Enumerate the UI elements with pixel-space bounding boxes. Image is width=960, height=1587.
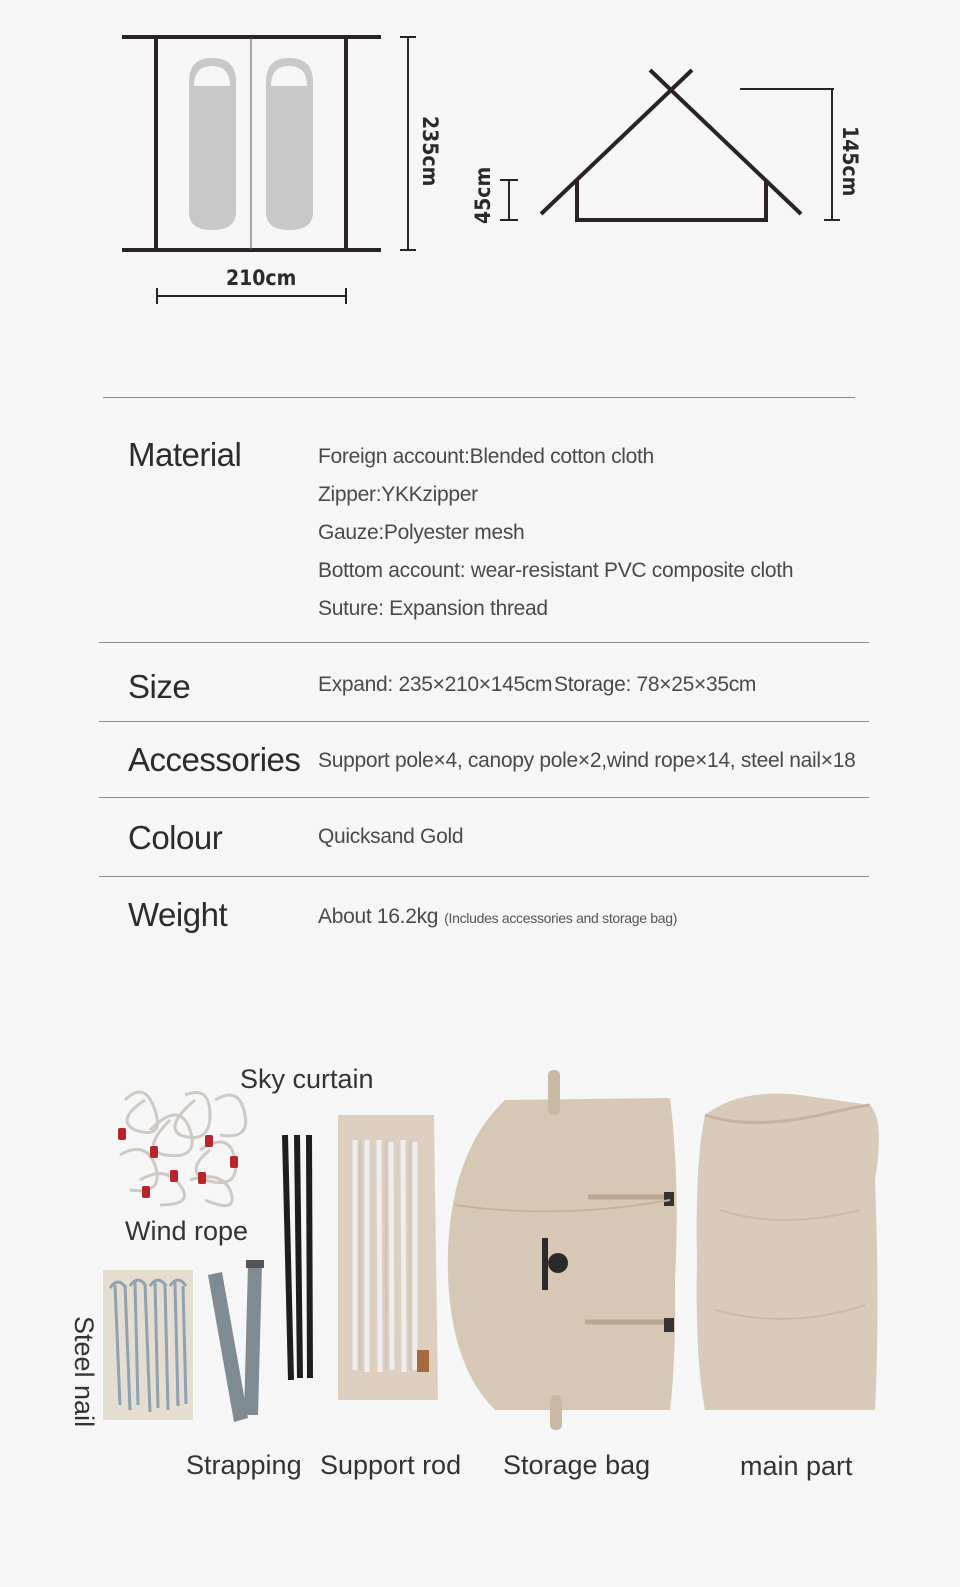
accessories-label: Accessories (128, 741, 301, 778)
wind-rope-caption: Wind rope (125, 1216, 249, 1246)
strapping-icon (208, 1260, 264, 1422)
weight-value: About 16.2kg (318, 905, 439, 928)
width-dimension-line (157, 288, 346, 304)
material-line-3: Gauze:Polyester mesh (318, 521, 525, 544)
sleeping-bag-right (266, 58, 313, 230)
accessories-text: Support pole×4, canopy pole×2,wind rope×14, steel nail×18 (318, 749, 856, 772)
length-dimension-line (400, 37, 416, 250)
sky-curtain-caption: Sky curtain (240, 1064, 374, 1094)
material-label: Material (128, 436, 242, 473)
steel-nail-caption: Steel nail (69, 1316, 99, 1428)
weight-text (318, 905, 677, 929)
components-illustration (0, 1060, 960, 1460)
canopy-pole-icon (285, 1135, 310, 1380)
storage-bag-icon (448, 1070, 677, 1430)
material-line-4: Bottom account: wear-resistant PVC composite cloth (318, 559, 794, 582)
size-expand: Expand: 235×210×145cm (318, 673, 553, 696)
spec-rule (99, 642, 869, 643)
wall-height-label: 45cm (471, 166, 495, 224)
tent-diagrams (0, 0, 960, 320)
spec-top-rule (103, 397, 855, 398)
wind-rope-icon (120, 1092, 246, 1206)
spec-rule (99, 876, 869, 877)
colour-label: Colour (128, 819, 223, 856)
colour-text: Quicksand Gold (318, 825, 464, 848)
width-label: 210cm (226, 266, 297, 290)
strapping-caption: Strapping (186, 1450, 302, 1480)
spec-rule (99, 721, 869, 722)
steel-nail-bag-icon (103, 1270, 193, 1420)
material-line-5: Suture: Expansion thread (318, 597, 548, 620)
length-label: 235cm (418, 116, 442, 187)
rope-tensioner-icons (118, 1128, 238, 1198)
material-line-1: Foreign account:Blended cotton cloth (318, 445, 654, 468)
weight-label: Weight (128, 896, 228, 933)
spec-rule (99, 797, 869, 798)
size-label: Size (128, 668, 191, 705)
support-rod-caption: Support rod (320, 1450, 462, 1480)
storage-bag-caption: Storage bag (503, 1450, 651, 1480)
peak-height-label: 145cm (838, 126, 862, 197)
peak-height-dimension-line (740, 89, 840, 220)
tent-side-profile-icon (541, 70, 801, 220)
size-storage: Storage: 78×25×35cm (554, 673, 757, 696)
weight-note: (Includes accessories and storage bag) (444, 910, 678, 926)
main-part-icon (697, 1094, 879, 1410)
tent-floor-plan-icon (122, 37, 381, 250)
wall-height-dimension-line (500, 180, 518, 220)
material-line-2: Zipper:YKKzipper (318, 483, 478, 506)
support-rod-bag-icon (338, 1115, 438, 1400)
sleeping-bag-left (189, 58, 236, 230)
main-part-caption: main part (740, 1451, 853, 1481)
